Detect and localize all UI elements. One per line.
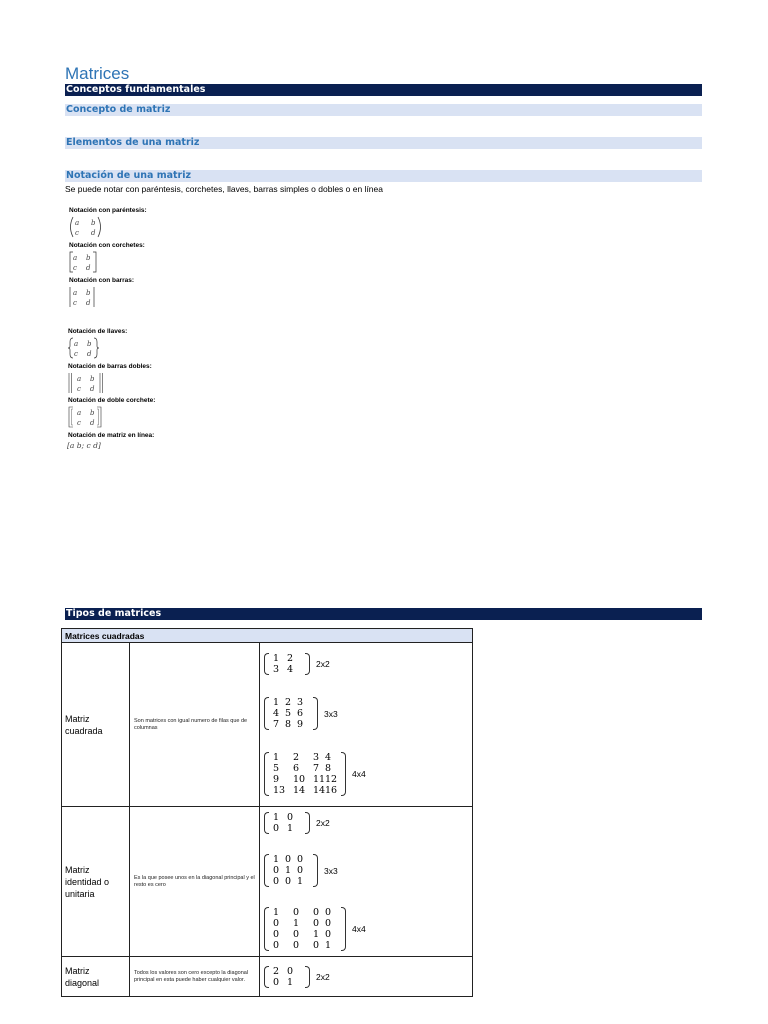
section-concept: Concepto de matriz <box>65 104 702 116</box>
sym-c: c <box>73 299 77 307</box>
matrix-dimension: 4x4 <box>352 769 366 779</box>
table-header: Matrices cuadradas <box>62 629 473 643</box>
matrix-cell: 0 <box>325 929 332 940</box>
matrix-cell: 1 <box>287 976 294 988</box>
matrix-cell: 1 <box>273 653 280 664</box>
matrix-cell: 1 <box>273 812 280 823</box>
matrix-dimension: 2x2 <box>316 659 330 669</box>
matrix-cell: 14 <box>293 785 306 796</box>
sym-c: c <box>75 229 79 237</box>
notation-label-bars: Notación con barras: <box>69 277 135 284</box>
type-description: Todos los valores son cero excepto la diagonal principal en esta puede haber cualquier valor. <box>130 957 260 997</box>
matrix-cell: 0 <box>313 918 320 929</box>
matrix-cell: 0 <box>273 823 280 834</box>
matrix-cell: 7 <box>313 763 320 774</box>
sym-d: d <box>87 350 92 358</box>
matrix-cell: 4 <box>287 664 294 675</box>
type-name: Matriz diagonal <box>62 957 130 997</box>
sym-b: b <box>91 219 96 227</box>
matrix-cell: 6 <box>293 763 300 774</box>
sym-a: a <box>73 289 78 297</box>
matrix-cell: 1 <box>297 876 304 887</box>
matrix-dimension: 2x2 <box>316 818 330 828</box>
matrix-cell: 0 <box>273 876 280 887</box>
matrix-cell: 1 <box>285 865 292 876</box>
sym-c: c <box>74 350 78 358</box>
matrix-cell: 2 <box>287 653 294 664</box>
matrix-cell: 0 <box>293 940 300 951</box>
sym-d: d <box>91 229 96 237</box>
matrix-dimension: 3x3 <box>324 865 338 876</box>
notation-inline-matrix: [a b; c d] <box>67 441 101 450</box>
notation-label-parentheses: Notación con paréntesis: <box>69 207 147 214</box>
matrix-cell: 0 <box>273 976 280 988</box>
notation-description: Se puede notar con paréntesis, corchetes, llaves, barras simples o dobles o en línea <box>65 184 383 194</box>
sym-d: d <box>86 264 91 272</box>
table-row <box>62 957 473 997</box>
sym-b: b <box>86 289 91 297</box>
sym-b: b <box>86 254 91 262</box>
sym-b: b <box>87 340 92 348</box>
section-types: Tipos de matrices <box>65 608 702 620</box>
matrix-cell: 0 <box>325 918 332 929</box>
matrix-cell: 0 <box>285 876 292 887</box>
matrix-cell: 1 <box>325 940 332 951</box>
matrix-cell: 6 <box>297 708 304 719</box>
example-matrices <box>260 643 473 807</box>
page-title: Matrices <box>65 64 130 83</box>
table-row <box>62 807 473 957</box>
matrix-cell: 0 <box>287 965 294 977</box>
matrix-cell: 0 <box>325 907 332 918</box>
matrix-cell: 16 <box>325 785 338 796</box>
type-name: Matriz identidad o unitaria <box>62 807 130 957</box>
matrix-cell: 9 <box>273 774 280 785</box>
example-matrix-3x3 <box>260 694 472 733</box>
matrix-cell: 1 <box>273 907 280 918</box>
matrix-cell: 11 <box>313 774 326 785</box>
matrix-cell: 2 <box>273 965 280 977</box>
matrix-cell: 1 <box>273 752 280 763</box>
notation-label-double-bars: Notación de barras dobles: <box>68 363 152 370</box>
matrix-cell: 10 <box>293 774 306 785</box>
example-matrix-2x2 <box>260 809 472 837</box>
section-elements: Elementos de una matriz <box>65 137 702 149</box>
notation-double-bars-matrix <box>67 371 111 395</box>
table-row <box>62 643 473 807</box>
example-matrices <box>260 807 473 957</box>
notation-label-braces: Notación de llaves: <box>68 328 128 335</box>
matrix-cell: 12 <box>325 774 338 785</box>
sym-b: b <box>90 409 95 417</box>
matrix-cell: 0 <box>293 907 300 918</box>
matrix-cell: 0 <box>313 907 320 918</box>
matrix-cell: 3 <box>313 752 320 763</box>
sym-a: a <box>77 409 82 417</box>
sym-d: d <box>90 385 95 393</box>
matrix-cell: 8 <box>325 763 332 774</box>
matrix-cell: 0 <box>273 918 280 929</box>
sym-a: a <box>75 219 80 227</box>
sym-a: a <box>73 254 78 262</box>
sym-b: b <box>90 375 95 383</box>
matrix-cell: 1 <box>293 918 300 929</box>
matrix-cell: 0 <box>313 940 320 951</box>
matrix-cell: 9 <box>297 719 304 730</box>
sym-d: d <box>86 299 91 307</box>
notation-double-brackets-matrix <box>67 405 111 429</box>
matrix-types-table <box>61 628 473 997</box>
matrix-dimension: 3x3 <box>324 708 338 719</box>
matrix-cell: 0 <box>287 812 294 823</box>
matrix-cell: 4 <box>325 752 332 763</box>
sym-a: a <box>74 340 79 348</box>
section-notation: Notación de una matriz <box>65 170 702 182</box>
matrix-cell: 8 <box>285 719 292 730</box>
type-name: Matriz cuadrada <box>62 643 130 807</box>
matrix-cell: 5 <box>273 763 280 774</box>
sym-d: d <box>90 419 95 427</box>
notation-label-brackets: Notación con corchetes: <box>69 242 145 249</box>
matrix-cell: 0 <box>285 854 292 865</box>
matrix-cell: 2 <box>285 697 292 708</box>
matrix-cell: 1 <box>273 697 280 708</box>
matrix-cell: 0 <box>273 929 280 940</box>
example-matrices <box>260 957 473 997</box>
matrix-dimension: 4x4 <box>352 924 366 934</box>
section-fundamentals: Conceptos fundamentales <box>65 84 702 96</box>
example-matrix-3x3 <box>260 851 472 890</box>
matrix-cell: 7 <box>273 719 280 730</box>
matrix-cell: 13 <box>273 785 286 796</box>
example-matrix-2x2 <box>260 650 472 678</box>
example-matrix-4x4 <box>260 904 472 954</box>
type-description: Es la que posee unos en la diagonal principal y el resto es cero <box>130 807 260 957</box>
matrix-cell: 0 <box>293 929 300 940</box>
sym-a: a <box>77 375 82 383</box>
matrix-cell: 2 <box>293 752 300 763</box>
notation-label-double-brackets: Notación de doble corchete: <box>68 397 156 404</box>
matrix-cell: 4 <box>273 708 280 719</box>
matrix-cell: 5 <box>285 708 292 719</box>
matrix-cell: 0 <box>273 865 280 876</box>
sym-c: c <box>73 264 77 272</box>
matrix-cell: 3 <box>273 664 280 675</box>
matrix-cell: 1 <box>273 854 280 865</box>
matrix-cell: 14 <box>313 785 326 796</box>
sym-c: c <box>77 385 81 393</box>
notation-parentheses-matrix <box>67 215 107 239</box>
example-matrix-4x4 <box>260 749 472 799</box>
notation-label-inline: Notación de matriz en línea: <box>68 432 155 439</box>
matrix-cell: 0 <box>297 865 304 876</box>
sym-c: c <box>77 419 81 427</box>
matrix-cell: 1 <box>287 823 294 834</box>
matrix-cell: 1 <box>313 929 320 940</box>
type-description: Son matrices con igual numero de filas que de columnas <box>130 643 260 807</box>
matrix-cell: 0 <box>297 854 304 865</box>
matrix-cell: 3 <box>297 697 304 708</box>
notation-brackets-matrix <box>67 250 107 274</box>
notation-braces-matrix <box>67 336 107 360</box>
notation-bars-matrix <box>67 285 107 309</box>
example-matrix-2x2 <box>260 963 472 991</box>
matrix-cell: 0 <box>273 940 280 951</box>
matrix-dimension: 2x2 <box>316 971 330 982</box>
